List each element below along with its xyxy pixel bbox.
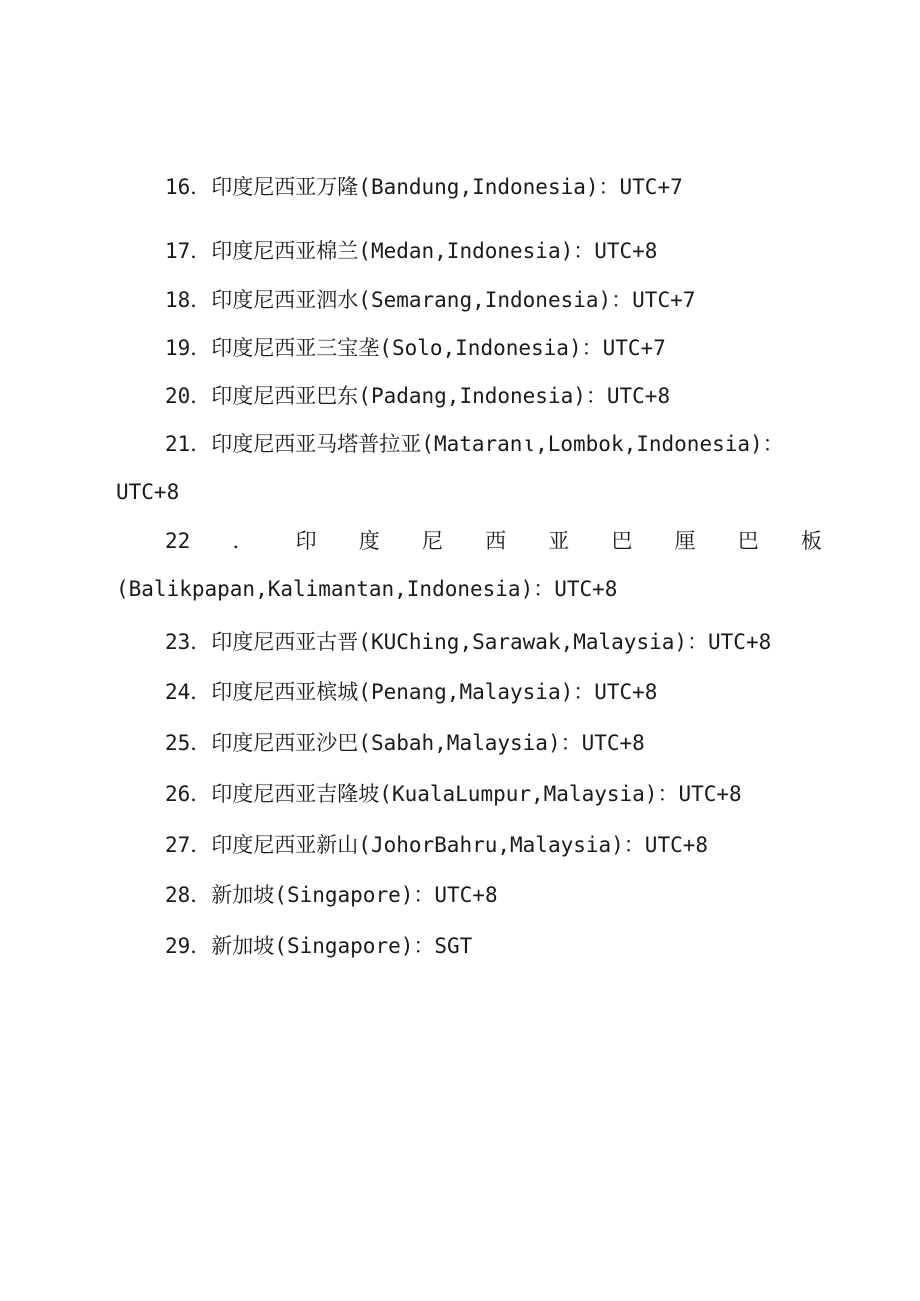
char: 巴 — [737, 529, 759, 553]
item-number: 17 — [165, 239, 191, 263]
item-number: 18 — [165, 288, 191, 312]
list-item — [116, 324, 822, 372]
char: 厘 — [674, 529, 696, 553]
list-item — [116, 719, 822, 767]
item-text: ．印度尼西亚槟城(Penang,Malaysia)：UTC+8 — [190, 680, 658, 704]
item-number: 23 — [165, 630, 191, 654]
item-number: 24 — [165, 680, 191, 704]
list-item — [116, 227, 822, 275]
item-number: 29 — [165, 934, 191, 958]
item-text: ．印度尼西亚泗水(Semarang,Indonesia)：UTC+7 — [190, 288, 696, 312]
char: ． — [232, 529, 254, 553]
list-item — [116, 517, 822, 613]
item-text: ．印度尼西亚万隆(Bandung,Indonesia)：UTC+7 — [190, 175, 683, 199]
item-number: 19 — [165, 336, 191, 360]
item-number: 22 — [165, 529, 191, 553]
item-text: ．印度尼西亚三宝垄(Solo,Indonesia)：UTC+7 — [190, 336, 666, 360]
list-item — [116, 668, 822, 716]
item-text: ．印度尼西亚棉兰(Medan,Indonesia)：UTC+8 — [190, 239, 658, 263]
char: 印 — [295, 529, 317, 553]
item-text-continuation: (Balikpapan,Kalimantan,Indonesia)：UTC+8 — [116, 577, 618, 601]
char: 板 — [800, 529, 822, 553]
list-item — [116, 871, 822, 919]
list-item — [116, 618, 822, 666]
char: 巴 — [611, 529, 633, 553]
list-item — [116, 276, 822, 324]
item-text: ．印度尼西亚沙巴(Sabah,Malaysia)：UTC+8 — [190, 731, 645, 755]
char: 尼 — [421, 529, 443, 553]
item-text: ．新加坡(Singapore)：UTC+8 — [190, 883, 498, 907]
char: 西 — [485, 529, 507, 553]
item-number: 27 — [165, 833, 191, 857]
item-number: 28 — [165, 883, 191, 907]
item-text: ．印度尼西亚吉隆坡(KualaLumpur,Malaysia)：UTC+8 — [190, 782, 742, 806]
item-number: 21 — [165, 432, 191, 456]
justified-line — [116, 517, 822, 565]
item-number: 26 — [165, 782, 191, 806]
char: 度 — [358, 529, 380, 553]
list-item — [116, 922, 822, 970]
list-item — [116, 420, 822, 516]
item-number: 20 — [165, 384, 191, 408]
list-item — [116, 372, 822, 420]
item-number: 16 — [165, 175, 191, 199]
item-text: ．印度尼西亚新山(JohorBahru,Malaysia)：UTC+8 — [190, 833, 709, 857]
item-text: ．印度尼西亚古晋(KUChing,Sarawak,Malaysia)：UTC+8 — [190, 630, 772, 654]
item-text: ．新加坡(Singapore)：SGT — [190, 934, 473, 958]
item-text-continuation: UTC+8 — [116, 480, 180, 504]
list-item — [116, 770, 822, 818]
char: 亚 — [548, 529, 570, 553]
item-number: 25 — [165, 731, 191, 755]
item-text: ．印度尼西亚巴东(Padang,Indonesia)：UTC+8 — [190, 384, 671, 408]
list-item — [116, 821, 822, 869]
list-item — [116, 163, 822, 211]
item-text: ．印度尼西亚马塔普拉亚(Mataranι,Lombok,Indonesia)： — [190, 432, 784, 456]
